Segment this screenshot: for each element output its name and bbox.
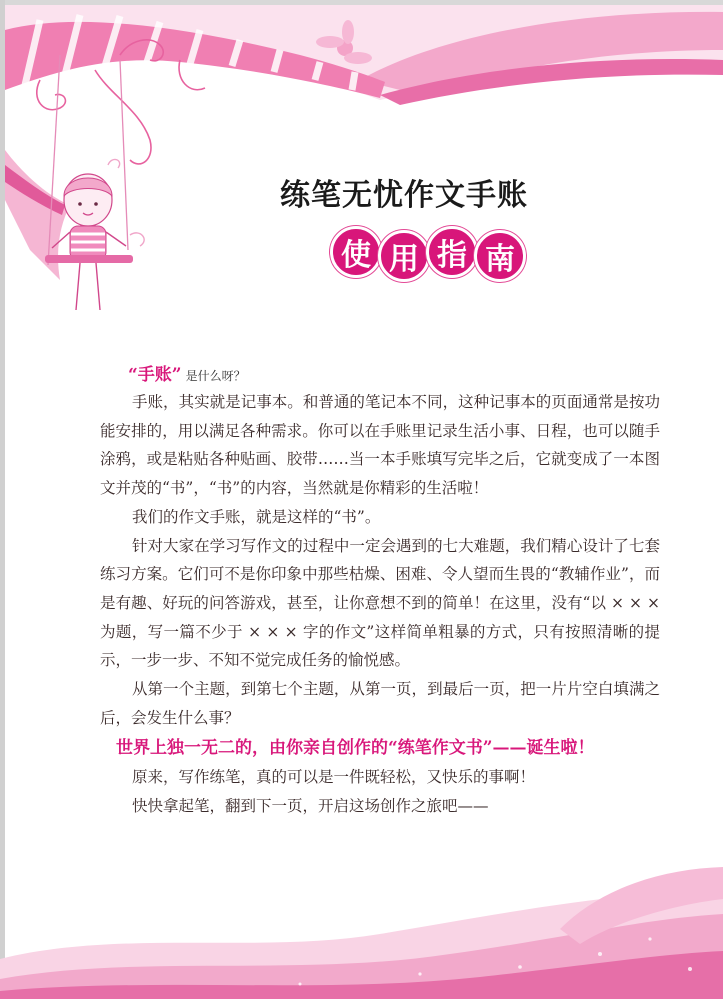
swing-seat [45,255,133,263]
paragraph: 从第一个主题，到第七个主题，从第一页，到最后一页，把一片片空白填满之后，会发生什么事？ [100,680,660,727]
highlight-statement: 世界上独一无二的，由你亲自创作的“练笔作文书”——诞生啦！ [116,738,595,759]
closing-line: 快快拿起笔，翻到下一页，开启这场创作之旅吧—— [132,797,489,816]
subtitle-char: 南 [474,230,526,282]
body-content [100,362,660,821]
page-title: 练笔无忧作文手账 [280,178,528,213]
question-heading [128,362,660,388]
girl-on-swing-illustration [45,174,133,310]
branch-swing-illustration [0,0,723,330]
question-keyword: “手账” [128,365,182,385]
subtitle-badges [330,226,522,280]
subtitle-char: 使 [330,226,382,278]
subtitle-char: 指 [426,226,478,278]
closing-line: 原来，写作练笔，真的可以是一件既轻松，又快乐的事啊！ [132,768,536,787]
bottom-wave-decoration [0,859,723,999]
paragraph: 我们的作文手账，就是这样的“书”。 [132,507,381,526]
paragraph: 针对大家在学习写作文的过程中一定会遇到的七大难题，我们精心设计了七套练习方案。它们可不是你印象中那些枯燥、困难、令人望而生畏的“教辅作业”，而是有趣、好玩的问答游戏，甚至，让你意想不到的简单！在这里，没有“以 × × × 为题，写一篇不少于 × × × 字的作文”这样简单粗暴的方式，只有按照清晰的提示，一步一步、不知不觉完成任务的愉悦感。 [100,536,660,670]
question-text: 是什么呀？ [185,369,246,383]
paragraph: 手账，其实就是记事本。和普通的笔记本不同，这种记事本的页面通常是按功能安排的，用以满足各种需求。你可以在手账里记录生活小事、日程，也可以随手涂鸦，或是粘贴各种贴画、胶带……当一本手账填写完毕之后，它就变成了一本图文并茂的“书”，“书”的内容，当然就是你精彩的生活啦！ [100,393,660,498]
subtitle-char: 用 [378,230,430,282]
